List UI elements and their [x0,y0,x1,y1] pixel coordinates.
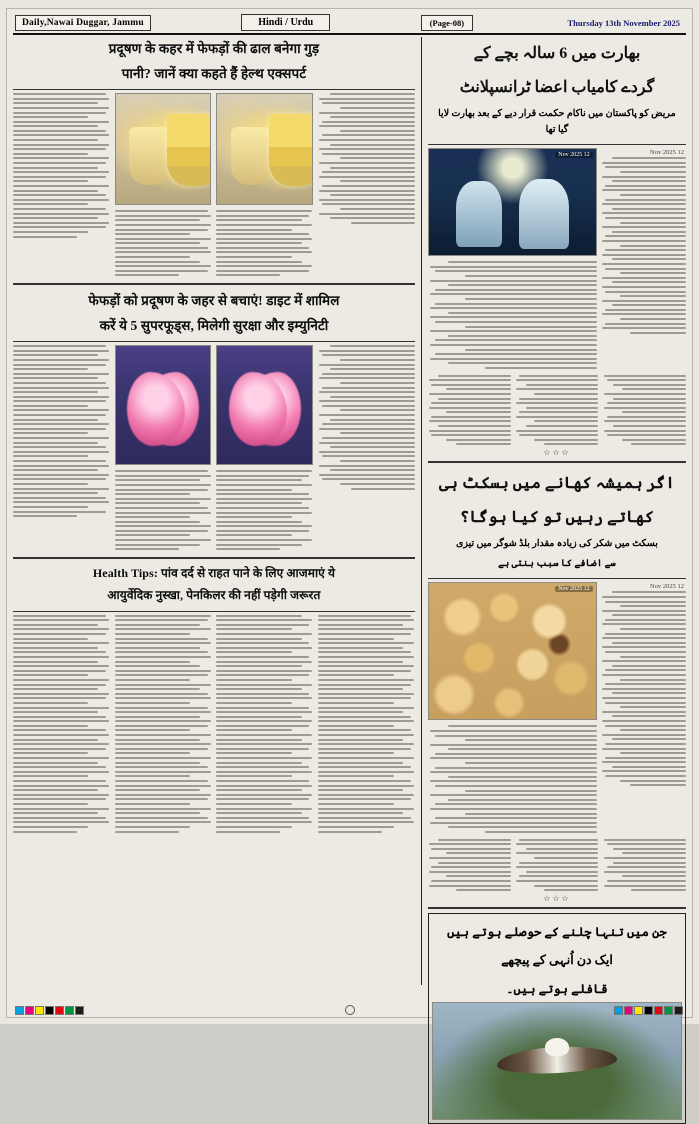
divider [13,89,415,90]
paper-sheet [6,8,693,1018]
photo-biscuits [428,582,597,720]
body-column [602,582,686,835]
article-end-mark: ☆☆☆ [543,893,571,903]
photo-jaggery-water [115,93,212,205]
article-columns [13,93,415,279]
body-column [216,615,313,836]
article-headline-line2: کھاتے رہیں تو کیا ہوگا؟ [459,509,655,527]
body-column [216,345,313,553]
divider [13,611,415,612]
body-column [13,615,110,836]
right-column-urdu [422,37,686,996]
body-column [603,839,686,894]
article-headline-line1: फेफड़ों को प्रदूषण के जहर से बचाएं! डाइट में शामिल [88,293,340,309]
publication-name: Daily,Nawai Duggar, Jammu [15,15,151,31]
divider [428,907,686,909]
body-column [318,345,415,553]
article-columns [428,148,686,371]
article-headline-line1: Health Tips: पांव दर्द से राहत पाने के लिए आजमाएं ये [92,565,336,580]
article-health-tips [13,563,415,835]
photo-column [428,148,597,371]
quote-line1: جن میں تنہا چلنے کے حوصلے ہوتے ہیں [447,924,667,939]
article-headline-line2: पानी? जानें क्या कहते हैं हेल्थ एक्सपर्ट [121,65,307,81]
body-column [428,375,511,449]
divider [13,283,415,285]
color-swatches-left [15,1006,85,1015]
photo-lungs [115,345,212,465]
body-column [603,375,686,449]
body-column [115,615,212,836]
photo-jaggery-water-2 [216,93,313,205]
photo-lungs-2 [216,345,313,465]
page-number-label: (Page-08) [421,15,473,31]
article-headline-line2: करें ये 5 सुपरफूड्स, मिलेगी सुरक्षा और इम्युनिटी [99,317,329,333]
article-headline-line1: प्रदूषण के कहर में फेफड़ों की ढाल बनेगा गुड़ [108,41,320,56]
body-column [115,345,212,553]
photo-date: 12 Nov 2025 [555,152,592,158]
body-column [428,839,511,894]
article-subhead-line2: سے اضافے کا سبب بنتی ہے [498,559,616,570]
article-columns-lower [428,375,686,449]
languages-label: Hindi / Urdu [241,14,330,31]
body-column [13,93,110,279]
article-columns [13,615,415,836]
body-column [516,839,599,894]
body-column [115,93,212,279]
article-lung-superfoods [13,289,415,553]
photo-date-small: 12 Nov 2025 [650,149,684,157]
body-column [602,148,686,371]
article-end-mark: ☆☆☆ [543,448,571,458]
body-column [516,375,599,449]
body-column [13,345,110,553]
article-subhead-line1: بسکٹ میں شکر کی زیادہ مقدار بلڈ شوگر میں تیزی [455,539,658,550]
photo-date: 12 Nov 2025 [555,586,592,592]
issue-date: Thursday 13th November 2025 [567,17,680,28]
article-headline-line1: اگر ہمیشہ کھانے میں بسکٹ ہی [439,475,675,493]
photo-date-small: 12 Nov 2025 [650,583,684,591]
divider [428,144,686,145]
article-columns [13,345,415,553]
body-column [318,615,415,836]
print-registration-bar [15,1005,684,1015]
left-column-hindi [13,37,422,985]
article-headline-line1: بھارت میں 6 سالہ بچے کے [473,45,641,62]
masthead [13,13,686,35]
body-column [318,93,415,279]
registration-mark [345,1005,355,1015]
article-headline-line2: گردے کامیاب اعضا ٹرانسپلانٹ [459,79,655,96]
article-headline-line2: आयुर्वेदिक नुस्खा, पेनकिलर की नहीं पड़ेगी जरूरत [107,588,321,603]
photo-column [428,582,597,835]
divider [13,557,415,559]
body-column [216,93,313,279]
divider [428,578,686,579]
photo-eagle [432,1002,682,1120]
article-subhead: مریض کو پاکستان میں ناکام حکمت قرار دیے کے بعد بھارت لایا گیا تھا [438,109,676,136]
article-kidney-transplant [428,37,686,457]
article-columns [428,582,686,835]
article-jaggery-water [13,37,415,279]
quote-advert [428,913,686,1124]
divider [428,461,686,463]
photo-surgery [428,148,597,256]
article-biscuits [428,467,686,903]
page-body [13,37,686,996]
color-swatches-right [614,1006,684,1015]
quote-line2: ایک دن اُنہی کے پیچھے [501,953,613,968]
article-columns-lower [428,839,686,894]
quote-line3: قافلے ہوتے ہیں۔ [506,981,608,996]
divider [13,341,415,342]
